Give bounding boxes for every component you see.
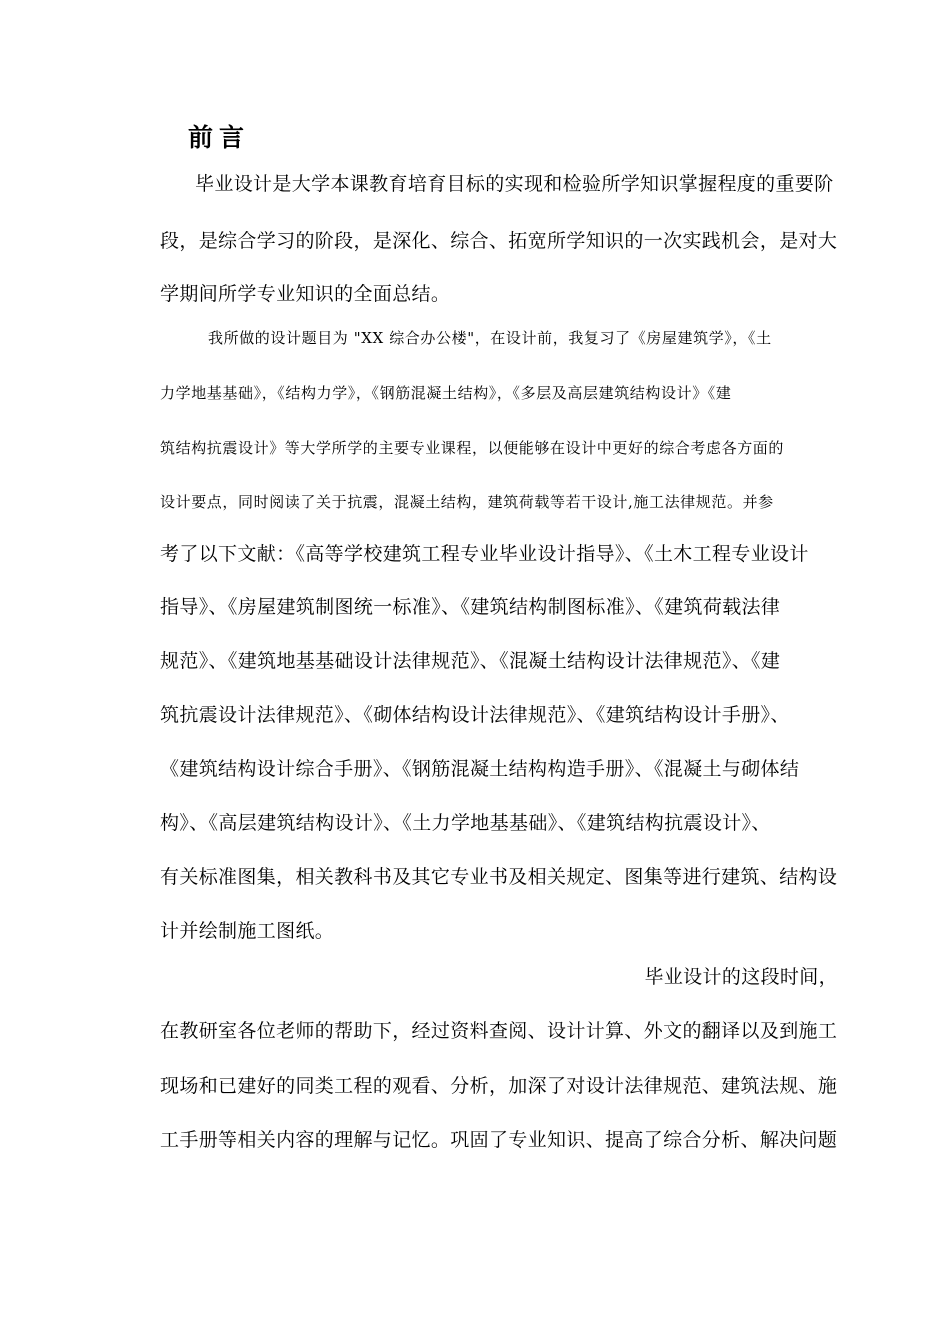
paragraph-1-line-1: 毕业设计是大学本课教育培育目标的实现和检验所学知识掌握程度的重要阶: [195, 173, 834, 195]
paragraph-3-line-8: 计并绘制施工图纸。: [160, 920, 335, 942]
paragraph-3-line-1: 考了以下文献：《高等学校建筑工程专业毕业设计指导》、《土木工程专业设计: [160, 543, 809, 565]
paragraph-3-line-2: 指导》、《房屋建筑制图统一标准》、《建筑结构制图标准》、《建筑荷载法律: [160, 596, 781, 618]
paragraph-3-line-7: 有关标准图集，相关教科书及其它专业书及相关规定、图集等进行建筑、结构设: [160, 866, 838, 888]
paragraph-2-line-4: 设计要点，同时阅读了关于抗震，混凝土结构，建筑荷载等若干设计,施工法律规范。并参: [160, 493, 774, 511]
paragraph-1-line-2: 段，是综合学习的阶段，是深化、综合、拓宽所学知识的一次实践机会，是对大: [160, 230, 838, 252]
page-title: 前言: [188, 123, 251, 152]
paragraph-3-line-4: 筑抗震设计法律规范》、《砌体结构设计法律规范》、《建筑结构设计手册》、: [160, 704, 790, 726]
paragraph-3-line-5: 《建筑结构设计综合手册》、《钢筋混凝土结构构造手册》、《混凝土与砌体结: [160, 758, 800, 780]
paragraph-2-line-1: 我所做的设计题目为 "XX 综合办公楼"，在设计前，我复习了《房屋建筑学》，《土: [208, 329, 772, 347]
paragraph-3-line-6: 构》、《高层建筑结构设计》、《土力学地基基础》、《建筑结构抗震设计》、: [160, 812, 771, 834]
paragraph-4-line-3: 工手册等相关内容的理解与记忆。巩固了专业知识、提高了综合分析、解决问题: [160, 1129, 838, 1151]
paragraph-4-line-1: 在教研室各位老师的帮助下，经过资料查阅、设计计算、外文的翻译以及到施工: [160, 1020, 838, 1042]
paragraph-4-lead: 毕业设计的这段时间，: [644, 966, 838, 988]
paragraph-4-line-2: 现场和已建好的同类工程的观看、分析，加深了对设计法律规范、建筑法规、施: [160, 1075, 838, 1097]
paragraph-2-line-2: 力学地基基础》，《结构力学》，《钢筋混凝土结构》，《多层及高层建筑结构设计》《建: [160, 384, 732, 402]
paragraph-3-line-3: 规范》、《建筑地基基础设计法律规范》、《混凝土结构设计法律规范》、《建: [160, 650, 781, 672]
paragraph-2-line-3: 筑结构抗震设计》等大学所学的主要专业课程，以便能够在设计中更好的综合考虑各方面的: [160, 439, 785, 457]
paragraph-1-line-3: 学期间所学专业知识的全面总结。: [160, 283, 451, 305]
